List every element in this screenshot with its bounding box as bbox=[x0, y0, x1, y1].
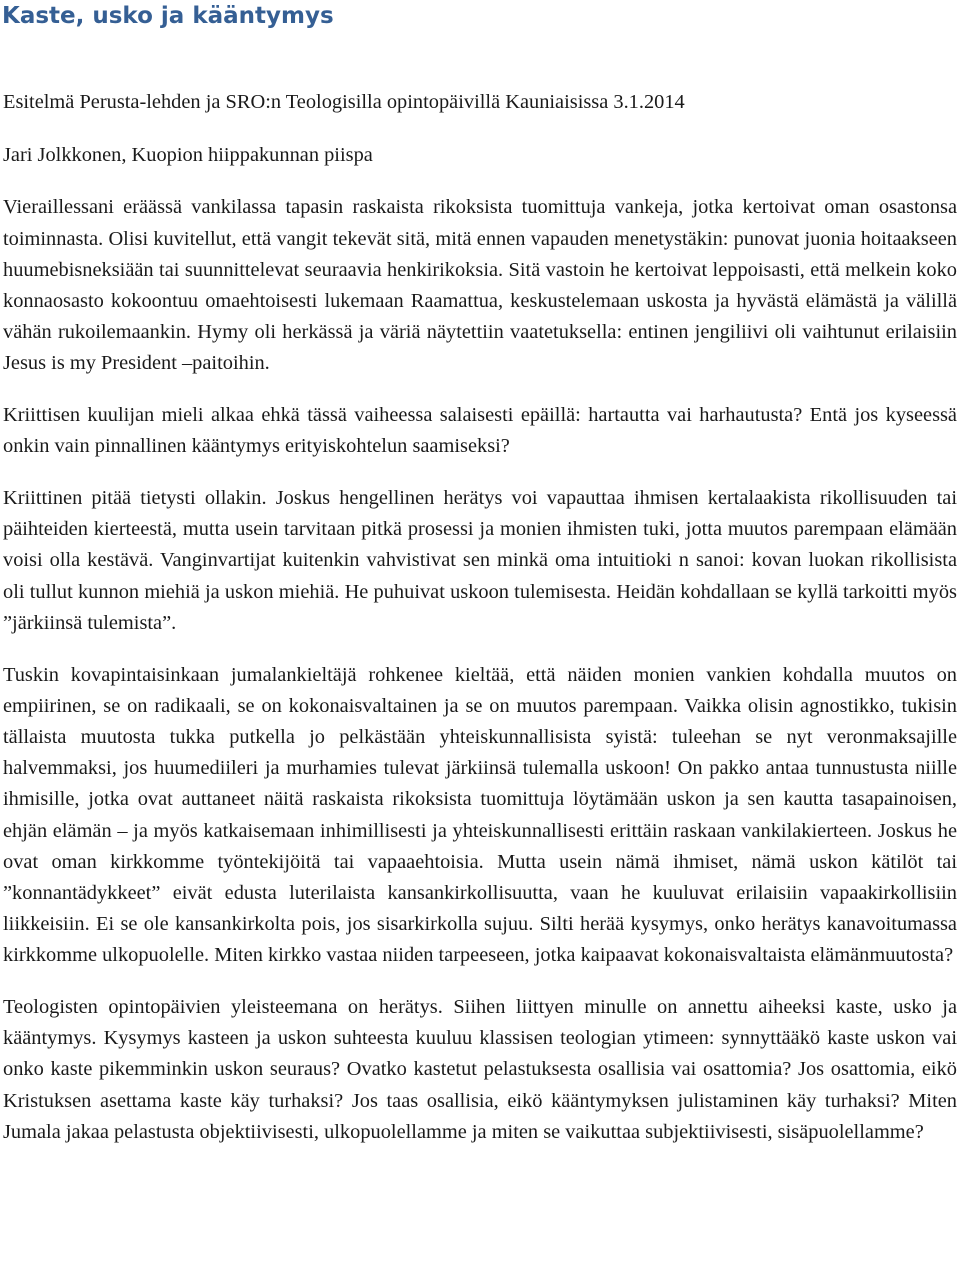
paragraph-2: Kriittisen kuulijan mieli alkaa ehkä tässä vaiheessa salaisesti epäillä: hartautta vai harhautusta? Entä jos kyseessä onkin vain pinnallinen kääntymys erityiskohtelun saamiseksi? bbox=[3, 404, 957, 458]
paragraph-5: Teologisten opintopäivien yleisteemana on herätys. Siihen liittyen minulle on annettu aiheeksi kaste, usko ja kääntymys. Kysymys kasteen ja uskon suhteesta kuuluu klassisen teologian ytimeen: synnyttääkö kaste uskon vai onko kaste pikemminkin uskon seuraus? Ovatko kastetut pelastuksesta osallisia vai osattomia? Jos osattomia, eikö Kristuksen asettama kaste käy turhaksi? Jos taas osallisia, eikö kääntymyksen julistaminen käy turhaksi? Miten Jumala jakaa pelastusta objektiivisesti, ulkopuolellamme ja miten se vaikuttaa subjektiivisesti, sisäpuolellamme? bbox=[3, 996, 957, 1143]
paragraph-1: Vieraillessani eräässä vankilassa tapasin raskaista rikoksista tuomittuja vankeja, jotka kertoivat oman osastonsa toiminnasta. Olisi kuvitellut, että vangit tekevät sitä, mitä ennen vapauden menetystäkin: punovat juonia hoitaakseen huumebisneksiään tai suunnittelevat seuraavia henkirikoksia. Sitä vastoin he kertoivat leppoisasti, että melkein koko konnaosasto kokoontuu omaehtoisesti lukemaan Raamattua, keskustelemaan uskosta ja hyvästä elämästä ja välillä vähän rukoilemaankin. Hymy oli herkässä ja väriä näytettiin vaatetuksella: entinen jengiliivi oli vaihtunut erilaisiin Jesus is my President –paitoihin. bbox=[3, 196, 957, 375]
document-body bbox=[3, 87, 957, 1158]
event-line: Esitelmä Perusta-lehden ja SRO:n Teologisilla opintopäivillä Kauniaisissa 3.1.2014 bbox=[3, 91, 685, 113]
document-title: Kaste, usko ja kääntymys bbox=[2, 3, 334, 29]
paragraph-3: Kriittinen pitää tietysti ollakin. Joskus hengellinen herätys voi vapauttaa ihmisen kertalaakista rikollisuuden tai päihteiden kierteestä, mutta usein tarvitaan pitkä prosessi ja monien ihmisten tuki, jotta muutos parempaan elämään voisi olla kestävä. Vanginvartijat kuitenkin vahvistivat sen minkä oma intuitioki n sanoi: kovan luokan rikollisista oli tullut kunnon miehiä ja uskon miehiä. He puhuivat uskoon tulemisesta. Heidän kohdallaan se kyllä tarkoitti myös ”järkiinsä tulemista”. bbox=[3, 487, 957, 634]
author-line: Jari Jolkkonen, Kuopion hiippakunnan piispa bbox=[3, 143, 373, 166]
paragraph-4: Tuskin kovapintaisinkaan jumalankieltäjä rohkenee kieltää, että näiden monien vankien kohdalla muutos on empiirinen, se on radikaali, se on kokonaisvaltainen ja se on muutos parempaan. Vaikka olisin agnostikko, tukisin tällaista muutosta tukka putkella jo pelkästään yhteiskunnallisista syistä: tuleehan se nyt veronmaksajille halvemmaksi, jos huumediileri ja murhamies tulevat järkiinsä tulemalla uskoon! On pakko antaa tunnustusta niille ihmisille, jotka ovat auttaneet näitä raskaista rikoksista tuomittuja löytämään uskon ja sen kautta tasapainoisen, ehjän elämän – ja myös katkaisemaan inhimillisesti ja yhteiskunnallisesti erittäin raskaan vankilakierteen. Joskus he ovat oman kirkkomme työntekijöitä tai vapaaehtoisia. Mutta usein nämä ihmiset, nämä uskon kätilöt tai ”konnantädykkeet” eivät edusta luterilaista kansankirkollisuutta, vaan he kuuluvat erilaisiin vapaakirkollisiin liikkeisiin. Ei se ole kansankirkolta pois, jos sisarkirkolla sujuu. Silti herää kysymys, onko herätys kanavoitumassa kirkkomme ulkopuolelle. Miten kirkko vastaa niiden tarpeeseen, jotka kaipaavat kokonaisvaltaista elämänmuutosta? bbox=[3, 663, 957, 967]
